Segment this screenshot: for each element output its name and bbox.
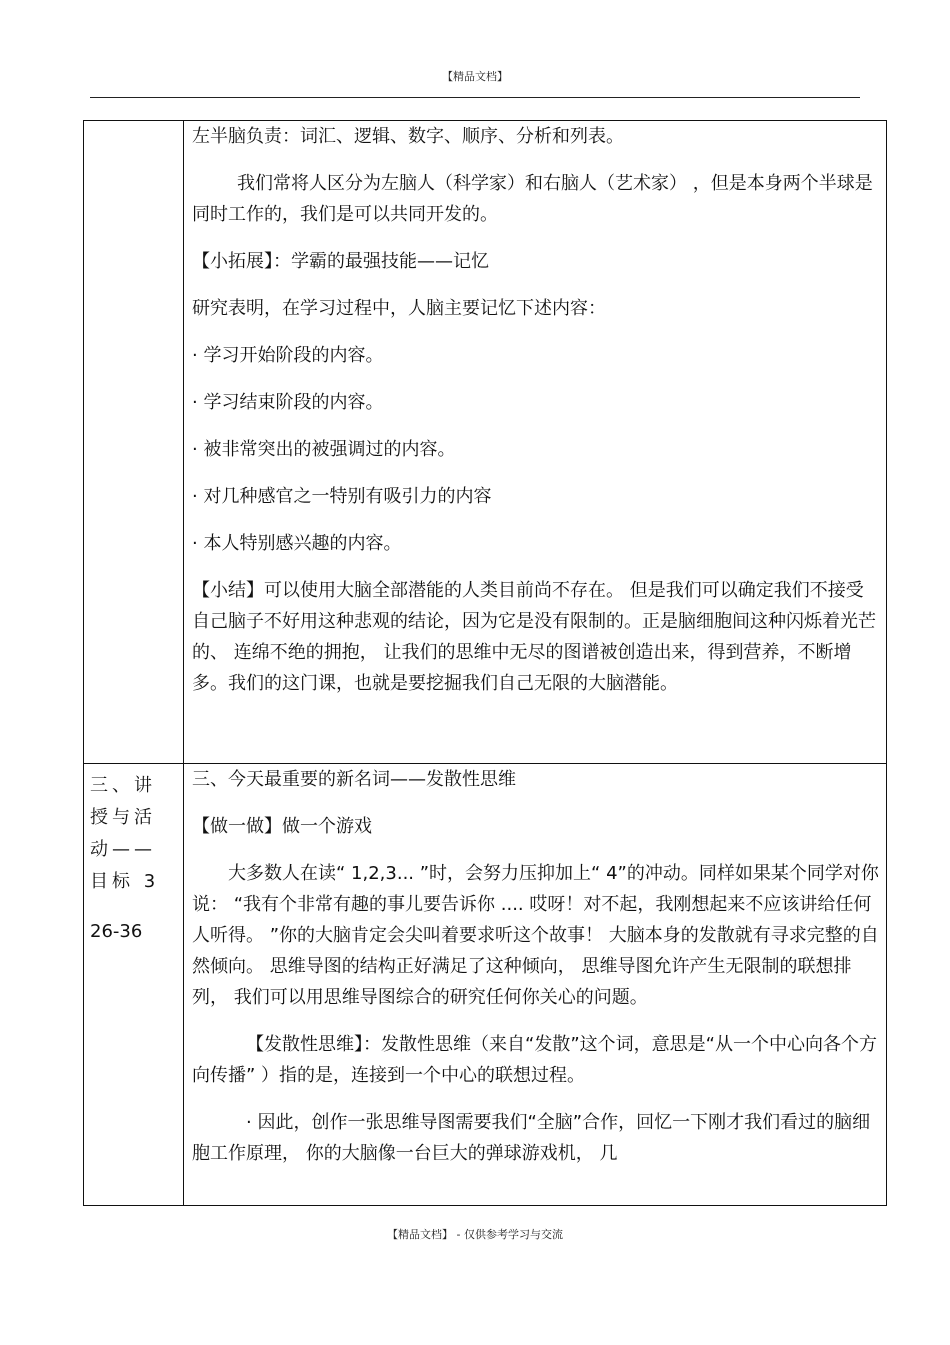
- whole-brain-paragraph: · 因此，创作一张思维导图需要我们“全脑”合作，回忆一下刚才我们看过的脑细胞工作原理， 你的大脑像一台巨大的弹球游戏机， 几: [192, 1112, 871, 1164]
- page-range: 26-36: [90, 921, 143, 942]
- row2-content-cell: [184, 764, 887, 1206]
- row2-left-cell: [84, 764, 184, 1206]
- bullet-item: · 学习结束阶段的内容。: [192, 392, 384, 413]
- table-row: [84, 764, 887, 1206]
- left-brain-line: 左半脑负责：词汇、逻辑、数字、顺序、分析和列表。: [192, 126, 624, 147]
- research-intro: 研究表明，在学习过程中，人脑主要记忆下述内容：: [192, 298, 606, 319]
- activity-heading: 【做一做】做一个游戏: [192, 816, 372, 837]
- bullet-item: · 学习开始阶段的内容。: [192, 345, 384, 366]
- divergent-thinking-definition: 【发散性思维】：发散性思维（来自“发散”这个词，意思是“从一个中心向各个方向传播” ）指的是，连接到一个中心的联想过程。: [192, 1034, 877, 1086]
- game-paragraph: 大多数人在读“ 1,2,3... ”时，会努力压抑加上“ 4”的冲动。同样如果某个同学对你说： “我有个非常有趣的事儿要告诉你 .... 哎呀！对不起，我刚想起来不应该讲给任何人听得。 ”你的大脑肯定会尖叫着要求听这个故事！ 大脑本身的发散就有寻求完整的自然倾向。 思维导图的结构正好满足了这种倾向， 思维导图允许产生无限制的联想排列， 我们可以用思维导图综合的研究任何你关心的问题。: [192, 863, 879, 1008]
- table-row: [84, 121, 887, 764]
- section-label: 三、讲授与活动——目标 3: [90, 775, 160, 892]
- page-header: 【精品文档】: [442, 70, 508, 83]
- header-rule: [90, 97, 860, 98]
- summary-paragraph: 【小结】可以使用大脑全部潜能的人类目前尚不存在。 但是我们可以确定我们不接受自己脑子不好用这种悲观的结论，因为它是没有限制的。正是脑细胞间这种闪烁着光芒的、 连绵不绝的拥抱， 让我们的思维中无尽的图谱被创造出来，得到营养，不断增多。我们的这门课，也就是要挖掘我们自己无限的大脑潜能。: [192, 580, 876, 694]
- bullet-item: · 对几种感官之一特别有吸引力的内容: [192, 486, 492, 507]
- bullet-item: · 被非常突出的被强调过的内容。: [192, 439, 456, 460]
- brain-types-paragraph: 我们常将人区分为左脑人（科学家）和右脑人（艺术家） ，但是本身两个半球是同时工作的，我们是可以共同开发的。: [192, 173, 873, 225]
- section-heading: 三、今天最重要的新名词——发散性思维: [192, 769, 516, 790]
- page-footer: 【精品文档】 - 仅供参考学习与交流: [387, 1228, 563, 1241]
- extension-heading: 【小拓展】：学霸的最强技能——记忆: [192, 251, 489, 272]
- bullet-item: · 本人特别感兴趣的内容。: [192, 533, 402, 554]
- row1-content-cell: [184, 121, 887, 764]
- lesson-table: [83, 120, 887, 1206]
- row1-left-cell: [84, 121, 184, 764]
